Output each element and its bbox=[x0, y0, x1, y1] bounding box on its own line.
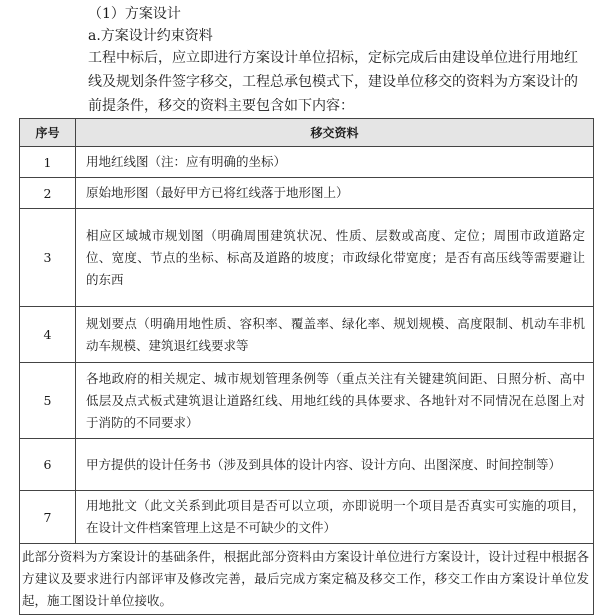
table-footer-row bbox=[20, 544, 594, 615]
row-num: 2 bbox=[20, 178, 76, 209]
row-content: 相应区域城市规划图（明确周围建筑状况、性质、层数或高度、定位；周围市政道路定位、宽度、节点的坐标、标高及道路的坡度；市政绿化带宽度；是否有高压线等需要避让的东西 bbox=[76, 209, 594, 307]
row-num: 4 bbox=[20, 307, 76, 363]
row-content: 甲方提供的设计任务书（涉及到具体的设计内容、设计方向、出图深度、时间控制等） bbox=[76, 439, 594, 491]
table-row bbox=[20, 209, 594, 307]
section-heading: （1）方案设计 bbox=[88, 6, 181, 22]
row-content: 原始地形图（最好甲方已将红线落于地形图上） bbox=[76, 178, 594, 209]
row-content: 各地政府的相关规定、城市规划管理条例等（重点关注有关键建筑间距、日照分析、高中低层及点式板式建筑退让道路红线、用地红线的具体要求、各地针对不同情况在总图上对于消防的不同要求） bbox=[76, 363, 594, 439]
row-content: 用地批文（此文关系到此项目是否可以立项，亦即说明一个项目是否真实可实施的项目，在设计文件档案管理上这是不可缺少的文件） bbox=[76, 491, 594, 544]
row-num: 7 bbox=[20, 491, 76, 544]
handover-materials-table bbox=[19, 118, 594, 615]
row-content: 规划要点（明确用地性质、容积率、覆盖率、绿化率、规划规模、高度限制、机动车非机动车规模、建筑退红线要求等 bbox=[76, 307, 594, 363]
header-content: 移交资料 bbox=[76, 119, 594, 147]
table-header-row bbox=[20, 119, 594, 147]
table-row bbox=[20, 178, 594, 209]
row-num: 1 bbox=[20, 147, 76, 178]
row-num: 6 bbox=[20, 439, 76, 491]
table-row bbox=[20, 147, 594, 178]
table-row bbox=[20, 491, 594, 544]
row-content: 用地红线图（注：应有明确的坐标） bbox=[76, 147, 594, 178]
table-row bbox=[20, 307, 594, 363]
intro-paragraph: 工程中标后，应立即进行方案设计单位招标，定标完成后由建设单位进行用地红线及规划条件签字移交，工程总承包模式下，建设单位移交的资料为方案设计的前提条件，移交的资料主要包含如下内容： bbox=[88, 50, 578, 114]
table-row bbox=[20, 363, 594, 439]
table-row bbox=[20, 439, 594, 491]
header-num: 序号 bbox=[20, 119, 76, 147]
row-num: 5 bbox=[20, 363, 76, 439]
row-num: 3 bbox=[20, 209, 76, 307]
table-footer-note: 此部分资料为方案设计的基础条件，根据此部分资料由方案设计单位进行方案设计，设计过程中根据各方建议及要求进行内部评审及修改完善，最后完成方案定稿及移交工作，移交工作由方案设计单位发起，施工图设计单位接收。 bbox=[20, 544, 594, 615]
section-subheading: a.方案设计约束资料 bbox=[88, 28, 213, 44]
